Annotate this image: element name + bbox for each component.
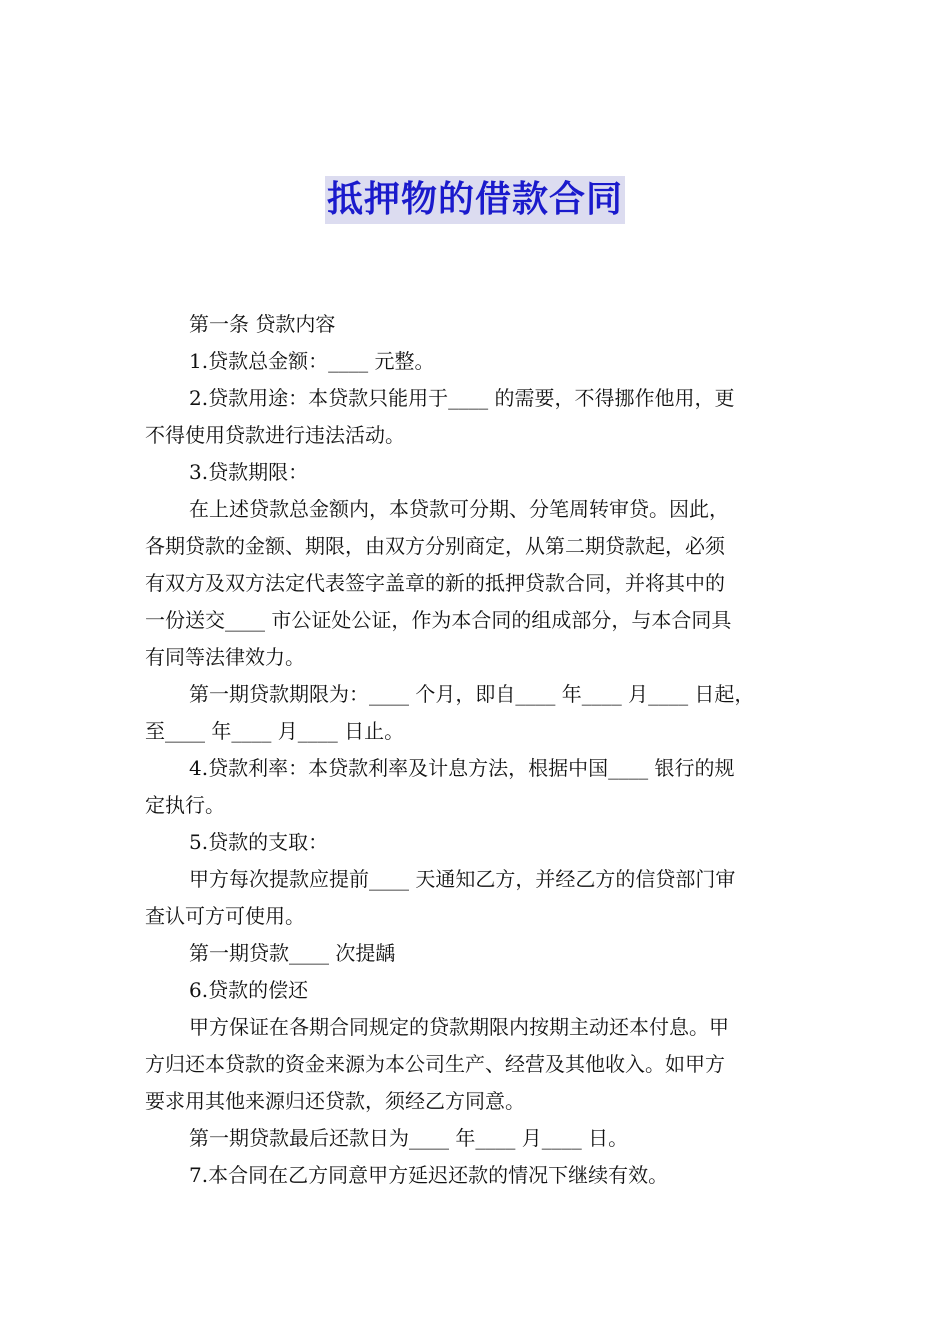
paragraph: [145, 676, 813, 750]
paragraph: [145, 343, 813, 380]
paragraph: [145, 861, 813, 935]
paragraph-line: 第一期贷款期限为：____ 个月，即自____ 年____ 月____ 日起，: [189, 682, 755, 706]
paragraph-line: 第一期贷款最后还款日为____ 年____ 月____ 日。: [189, 1126, 629, 1150]
paragraph: [145, 491, 813, 676]
paragraph-line: 2.贷款用途：本贷款只能用于____ 的需要，不得挪作他用，更: [189, 386, 735, 410]
document-title: 抵押物的借款合同: [325, 176, 625, 224]
paragraph-line: 1.贷款总金额：____ 元整。: [189, 349, 435, 373]
paragraph-line: 甲方保证在各期合同规定的贷款期限内按期主动还本付息。甲: [189, 1015, 729, 1039]
paragraph-line: 有双方及双方法定代表签字盖章的新的抵押贷款合同，并将其中的: [145, 571, 725, 595]
paragraph-line: 有同等法律效力。: [145, 645, 305, 669]
paragraph-line: 7.本合同在乙方同意甲方延迟还款的情况下继续有效。: [189, 1163, 669, 1187]
paragraph-line: 在上述贷款总金额内，本贷款可分期、分笔周转审贷。因此，: [189, 497, 729, 521]
paragraph: [145, 972, 813, 1009]
paragraph-line: 甲方每次提款应提前____ 天通知乙方，并经乙方的信贷部门审: [189, 867, 736, 891]
paragraph-line: 定执行。: [145, 793, 225, 817]
paragraph-line: 6.贷款的偿还: [189, 978, 309, 1002]
paragraph-line: 要求用其他来源归还贷款，须经乙方同意。: [145, 1089, 525, 1113]
paragraph: [145, 454, 813, 491]
paragraph-line: 不得使用贷款进行违法活动。: [145, 423, 405, 447]
paragraph: [145, 306, 813, 343]
paragraph-line: 5.贷款的支取：: [189, 830, 329, 854]
paragraph: [145, 1157, 813, 1194]
paragraph: [145, 824, 813, 861]
paragraph: [145, 750, 813, 824]
paragraph-line: 查认可方可使用。: [145, 904, 305, 928]
paragraph: [145, 935, 813, 972]
paragraph-line: 至____ 年____ 月____ 日止。: [145, 719, 405, 743]
paragraph: [145, 1009, 813, 1120]
paragraph-line: 第一条 贷款内容: [189, 312, 336, 336]
paragraph: [145, 380, 813, 454]
document-body: [145, 306, 813, 1194]
paragraph-line: 3.贷款期限：: [189, 460, 309, 484]
paragraph-line: 方归还本贷款的资金来源为本公司生产、经营及其他收入。如甲方: [145, 1052, 725, 1076]
paragraph-line: 4.贷款利率：本贷款利率及计息方法，根据中国____ 银行的规: [189, 756, 735, 780]
paragraph-line: 第一期贷款____ 次提龋: [189, 941, 396, 965]
paragraph: [145, 1120, 813, 1157]
paragraph-line: 一份送交____ 市公证处公证，作为本合同的组成部分，与本合同具: [145, 608, 732, 632]
paragraph-line: 各期贷款的金额、期限，由双方分别商定，从第二期贷款起，必须: [145, 534, 725, 558]
title-wrap: [0, 176, 950, 224]
